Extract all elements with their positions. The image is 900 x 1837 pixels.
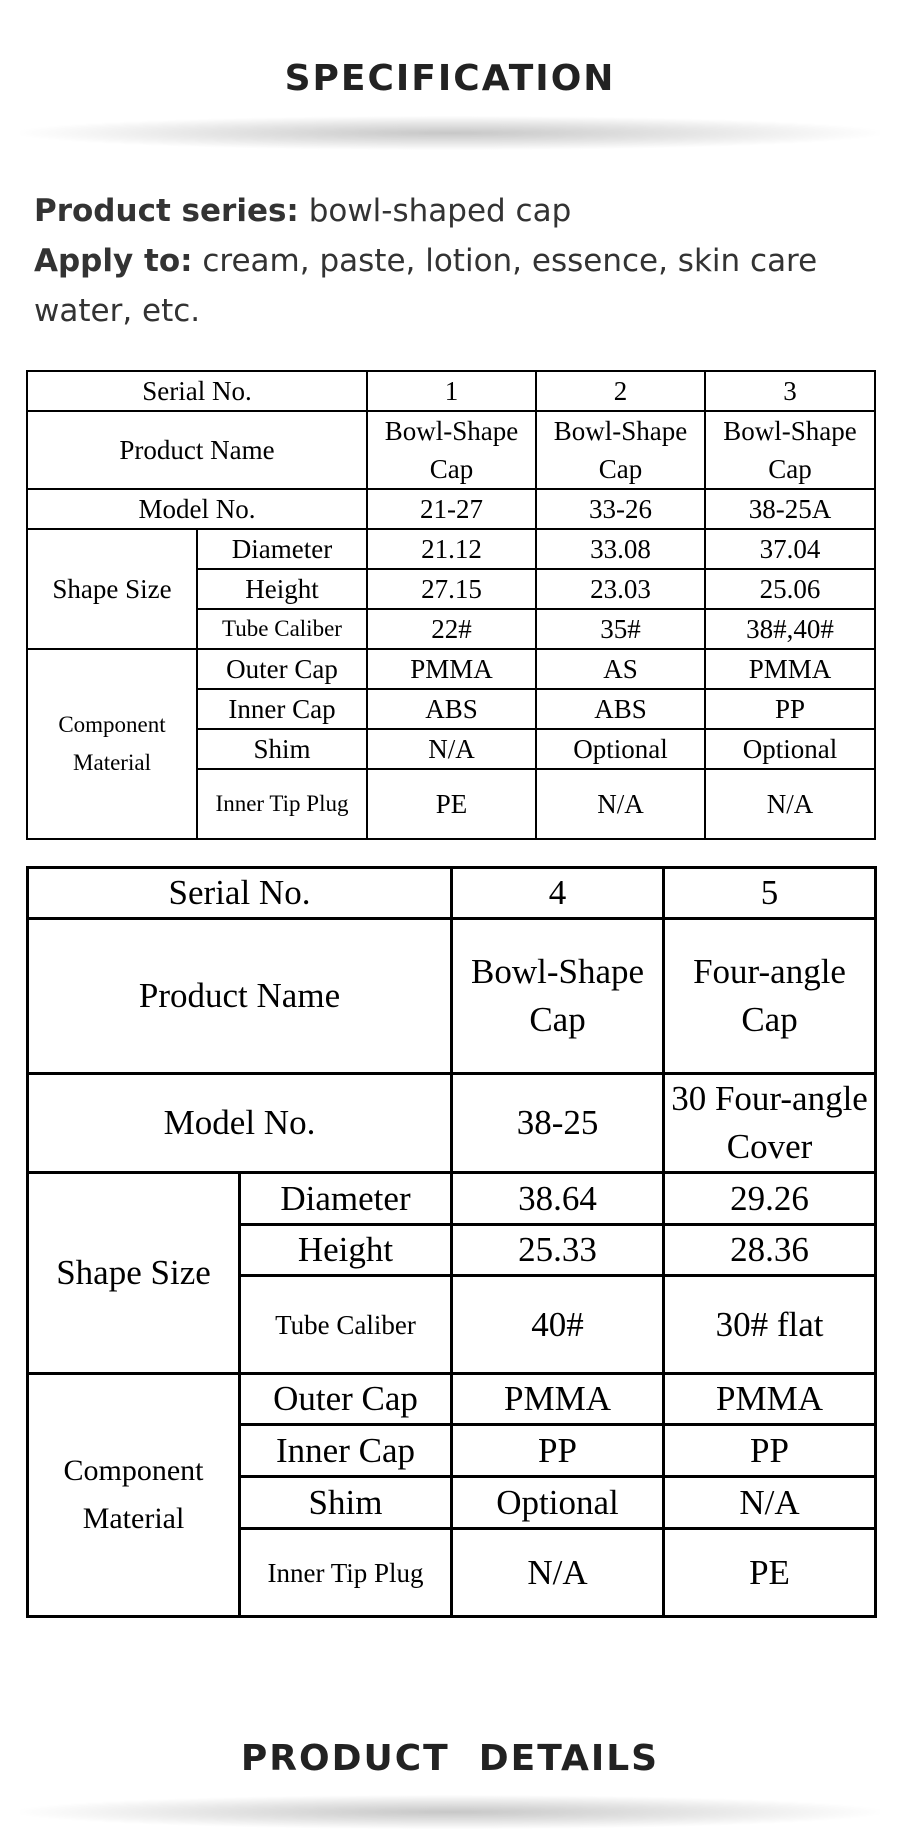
heading-shadow-divider (20, 1795, 880, 1829)
tube-caliber-cell: 22# (367, 609, 536, 649)
shim-cell: Optional (705, 729, 875, 769)
outer-cap-label: Outer Cap (240, 1374, 452, 1425)
shim-cell: Optional (452, 1477, 664, 1529)
shim-cell: Optional (536, 729, 705, 769)
serial-no-cell: 3 (705, 371, 875, 411)
model-no-cell: 38-25 (452, 1074, 664, 1173)
product-name-cell: Bowl-Shape Cap (367, 411, 536, 489)
tube-caliber-cell: 30# flat (664, 1276, 876, 1374)
shim-label: Shim (197, 729, 367, 769)
inner-tip-plug-cell: PE (664, 1529, 876, 1617)
tube-caliber-cell: 38#,40# (705, 609, 875, 649)
inner-tip-plug-cell: PE (367, 769, 536, 839)
inner-tip-plug-cell: N/A (452, 1529, 664, 1617)
inner-cap-cell: PP (705, 689, 875, 729)
diameter-label: Diameter (240, 1173, 452, 1225)
spec-table-2 (26, 866, 877, 1618)
apply-to-line (34, 236, 874, 336)
component-material-label: Component Material (28, 1374, 240, 1617)
tube-caliber-label: Tube Caliber (197, 609, 367, 649)
product-series-label: Product series: (34, 193, 299, 229)
height-cell: 27.15 (367, 569, 536, 609)
diameter-cell: 21.12 (367, 529, 536, 569)
outer-cap-cell: PMMA (367, 649, 536, 689)
model-no-label: Model No. (28, 1074, 452, 1173)
product-details-heading: PRODUCT DETAILS (240, 1738, 660, 1779)
serial-no-cell: 2 (536, 371, 705, 411)
model-no-cell: 21-27 (367, 489, 536, 529)
inner-tip-plug-label: Inner Tip Plug (240, 1529, 452, 1617)
height-cell: 28.36 (664, 1225, 876, 1276)
diameter-cell: 33.08 (536, 529, 705, 569)
inner-cap-cell: PP (452, 1425, 664, 1477)
model-no-cell: 38-25A (705, 489, 875, 529)
apply-to-label: Apply to: (34, 243, 193, 279)
tube-caliber-label: Tube Caliber (240, 1276, 452, 1374)
inner-cap-cell: ABS (367, 689, 536, 729)
height-cell: 23.03 (536, 569, 705, 609)
shim-cell: N/A (664, 1477, 876, 1529)
serial-no-cell: 4 (452, 868, 664, 919)
tube-caliber-cell: 40# (452, 1276, 664, 1374)
shape-size-label: Shape Size (27, 529, 197, 649)
product-name-label: Product Name (28, 919, 452, 1074)
height-label: Height (197, 569, 367, 609)
diameter-cell: 29.26 (664, 1173, 876, 1225)
product-name-cell: Bowl-Shape Cap (536, 411, 705, 489)
height-cell: 25.33 (452, 1225, 664, 1276)
inner-cap-label: Inner Cap (240, 1425, 452, 1477)
outer-cap-cell: PMMA (452, 1374, 664, 1425)
tube-caliber-cell: 35# (536, 609, 705, 649)
serial-no-cell: 5 (664, 868, 876, 919)
diameter-cell: 38.64 (452, 1173, 664, 1225)
shim-label: Shim (240, 1477, 452, 1529)
model-no-label: Model No. (27, 489, 367, 529)
shape-size-label: Shape Size (28, 1173, 240, 1374)
shim-cell: N/A (367, 729, 536, 769)
component-material-label: Component Material (27, 649, 197, 839)
product-name-cell: Bowl-Shape Cap (452, 919, 664, 1074)
product-name-cell: Bowl-Shape Cap (705, 411, 875, 489)
outer-cap-cell: PMMA (705, 649, 875, 689)
inner-tip-plug-cell: N/A (536, 769, 705, 839)
product-series-line (34, 186, 874, 236)
model-no-cell: 33-26 (536, 489, 705, 529)
inner-cap-label: Inner Cap (197, 689, 367, 729)
model-no-cell: 30 Four-angle Cover (664, 1074, 876, 1173)
serial-no-label: Serial No. (28, 868, 452, 919)
inner-cap-cell: PP (664, 1425, 876, 1477)
heading-shadow-divider (20, 116, 880, 150)
outer-cap-label: Outer Cap (197, 649, 367, 689)
outer-cap-cell: AS (536, 649, 705, 689)
apply-to-value: cream, paste, lotion, essence, skin care water, etc. (34, 243, 818, 329)
inner-tip-plug-label: Inner Tip Plug (197, 769, 367, 839)
outer-cap-cell: PMMA (664, 1374, 876, 1425)
product-name-cell: Four-angle Cap (664, 919, 876, 1074)
height-cell: 25.06 (705, 569, 875, 609)
height-label: Height (240, 1225, 452, 1276)
serial-no-cell: 1 (367, 371, 536, 411)
diameter-label: Diameter (197, 529, 367, 569)
serial-no-label: Serial No. (27, 371, 367, 411)
inner-cap-cell: ABS (536, 689, 705, 729)
diameter-cell: 37.04 (705, 529, 875, 569)
product-name-label: Product Name (27, 411, 367, 489)
inner-tip-plug-cell: N/A (705, 769, 875, 839)
product-series-value: bowl-shaped cap (308, 193, 572, 229)
specification-heading: SPECIFICATION (284, 58, 616, 99)
spec-table-1 (26, 370, 876, 840)
